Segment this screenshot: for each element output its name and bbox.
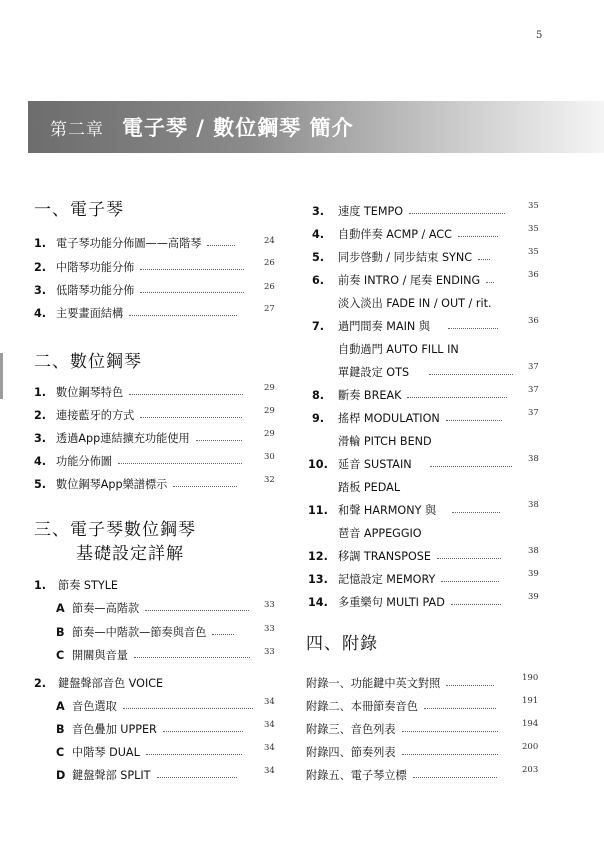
leader-dots <box>446 685 494 686</box>
toc-entry[interactable]: 3. 透過App連結擴充功能使用 <box>34 430 248 446</box>
page-ref: 33 <box>264 647 275 657</box>
leader-dots <box>402 754 498 755</box>
toc-entry[interactable]: 4. 主要畫面結構 <box>34 305 243 321</box>
toc-entry[interactable]: 6. 前奏 INTRO / 尾奏 ENDING <box>312 272 500 288</box>
page-ref: 32 <box>264 475 275 485</box>
page-ref: 26 <box>264 282 275 292</box>
page-ref: 29 <box>264 429 275 439</box>
page-ref: 38 <box>528 454 539 464</box>
toc-entry[interactable]: 2. 連接藍牙的方式 <box>34 407 248 423</box>
toc-entry[interactable]: 附錄五、電子琴立標 <box>306 767 503 783</box>
page-ref: 30 <box>264 452 275 462</box>
toc-entry[interactable]: 13. 記憶設定 MEMORY <box>308 571 505 587</box>
leader-dots <box>409 213 505 214</box>
page-ref: 35 <box>528 247 539 257</box>
chapter-number: 第二章 <box>50 119 104 140</box>
leader-dots <box>430 466 512 467</box>
leader-dots <box>478 259 490 260</box>
toc-entry[interactable]: 2. 中階琴功能分佈 <box>34 259 250 275</box>
toc-entry[interactable]: 1. 電子琴功能分佈圖——高階琴 <box>34 235 241 251</box>
leader-dots <box>145 610 249 611</box>
leader-dots <box>140 417 242 418</box>
leader-dots <box>424 708 496 709</box>
page-ref: 200 <box>522 742 539 752</box>
toc-entry-continuation: 琶音 APPEGGIO <box>338 527 422 540</box>
leader-dots <box>437 558 501 559</box>
leader-dots <box>407 397 507 398</box>
leader-dots <box>163 731 243 732</box>
page-ref: 39 <box>528 592 539 602</box>
toc-entry[interactable]: 7. 過門間奏 MAIN 與 <box>312 318 504 334</box>
leader-dots <box>146 754 242 755</box>
leader-dots <box>129 394 243 395</box>
page-ref: 36 <box>528 270 539 280</box>
toc-entry[interactable]: 3. 低階琴功能分佈 <box>34 282 250 298</box>
toc-entry[interactable]: 14. 多重樂句 MULTI PAD <box>308 594 507 610</box>
toc-entry[interactable]: 9. 搖桿 MODULATION <box>312 410 508 426</box>
page-ref: 190 <box>522 673 539 683</box>
toc-entry-continuation: 自動過門 AUTO FILL IN <box>338 343 459 356</box>
leader-dots <box>123 708 253 709</box>
leader-dots <box>452 512 500 513</box>
toc-entry-continuation: 踏板 PEDAL <box>338 481 401 494</box>
toc-entry[interactable]: 附錄一、功能鍵中英文對照 <box>306 675 500 691</box>
toc-entry-continuation[interactable]: 單鍵設定 OTS <box>338 364 519 380</box>
page-ref: 29 <box>264 406 275 416</box>
page-ref: 34 <box>264 766 275 776</box>
page-ref: 34 <box>264 743 275 753</box>
leader-dots <box>134 657 250 658</box>
page-ref: 27 <box>264 304 275 314</box>
toc-entry[interactable]: 4. 功能分佈圖 <box>34 453 248 469</box>
toc-entry[interactable]: 8. 斷奏 BREAK <box>312 387 513 403</box>
toc-entry[interactable]: 12. 移調 TRANSPOSE <box>308 548 507 564</box>
section-heading-basic-settings-line2: 基礎設定詳解 <box>76 544 184 564</box>
leader-dots <box>486 282 494 283</box>
page-ref: 39 <box>528 569 539 579</box>
page-ref: 38 <box>528 546 539 556</box>
page-ref: 36 <box>528 316 539 326</box>
page-ref: 33 <box>264 600 275 610</box>
leader-dots <box>458 236 498 237</box>
toc-entry[interactable]: 附錄四、節奏列表 <box>306 744 504 760</box>
section-heading-appendix: 四、附錄 <box>306 634 378 654</box>
leader-dots <box>140 292 244 293</box>
leader-dots <box>129 315 237 316</box>
toc-entry[interactable]: 4. 自動伴奏 ACMP / ACC <box>312 226 504 242</box>
leader-dots <box>196 440 242 441</box>
leader-dots <box>413 777 497 778</box>
page-ref: 34 <box>264 720 275 730</box>
leader-dots <box>207 245 235 246</box>
toc-entry[interactable]: 附錄三、音色列表 <box>306 721 504 737</box>
leader-dots <box>451 604 501 605</box>
toc-entry[interactable]: 5. 數位鋼琴App樂譜標示 <box>34 476 243 492</box>
section-heading-digital-piano: 二、數位鋼琴 <box>34 352 142 372</box>
section-heading-basic-settings: 三、電子琴數位鋼琴 <box>34 520 196 540</box>
page-ref: 203 <box>522 765 539 775</box>
page-ref: 24 <box>264 236 275 246</box>
page-ref: 37 <box>528 362 539 372</box>
chapter-banner <box>28 101 604 153</box>
page-ref: 33 <box>264 624 275 634</box>
section-heading-keyboard: 一、電子琴 <box>34 200 124 220</box>
leader-dots <box>212 634 234 635</box>
page-ref: 35 <box>528 224 539 234</box>
page-edge-tab <box>0 353 3 399</box>
page-ref: 37 <box>528 385 539 395</box>
page-ref: 194 <box>522 719 539 729</box>
leader-dots <box>402 731 498 732</box>
leader-dots <box>157 777 237 778</box>
leader-dots <box>446 420 502 421</box>
toc-subentry[interactable]: B 音色疊加 UPPER <box>56 721 249 737</box>
page-ref: 26 <box>264 258 275 268</box>
toc-subentry[interactable]: A 音色選取 <box>56 698 259 714</box>
toc-subentry[interactable]: B 節奏—中階款—節奏與音色 <box>56 624 240 640</box>
page-ref: 29 <box>264 383 275 393</box>
leader-dots <box>173 486 237 487</box>
toc-entry[interactable]: 1. 數位鋼琴特色 <box>34 384 249 400</box>
page-ref: 38 <box>528 500 539 510</box>
page-ref: 35 <box>528 201 539 211</box>
page-ref: 191 <box>522 696 539 706</box>
toc-entry[interactable]: 2. 鍵盤聲部音色 VOICE <box>34 676 164 690</box>
toc-entry[interactable]: 附錄二、本冊節奏音色 <box>306 698 502 714</box>
page-ref: 37 <box>528 408 539 418</box>
toc-subentry[interactable]: A 節奏—高階款 <box>56 600 255 616</box>
leader-dots <box>448 328 498 329</box>
leader-dots <box>429 374 513 375</box>
leader-dots <box>441 581 499 582</box>
toc-entry[interactable]: 11. 和聲 HARMONY 與 <box>308 502 506 518</box>
toc-entry-continuation: 淡入淡出 FADE IN / OUT / rit. <box>338 297 492 310</box>
toc-subentry[interactable]: C 中階琴 DUAL <box>56 744 248 760</box>
toc-subentry[interactable]: C 開關與音量 <box>56 647 256 663</box>
toc-entry[interactable]: 3. 速度 TEMPO <box>312 203 511 219</box>
toc-subentry[interactable]: D 鍵盤聲部 SPLIT <box>56 767 243 783</box>
toc-entry[interactable]: 10. 延音 SUSTAIN <box>308 456 518 472</box>
toc-entry-continuation: 滑輪 PITCH BEND <box>338 435 432 448</box>
page-ref: 34 <box>264 697 275 707</box>
chapter-title: 電子琴 / 數位鋼琴 簡介 <box>122 116 354 140</box>
leader-dots <box>118 463 242 464</box>
leader-dots <box>140 269 244 270</box>
toc-entry[interactable]: 5. 同步啓動 / 同步結束 SYNC <box>312 249 496 265</box>
toc-entry[interactable]: 1. 節奏 STYLE <box>34 578 119 592</box>
page-number: 5 <box>536 30 543 41</box>
